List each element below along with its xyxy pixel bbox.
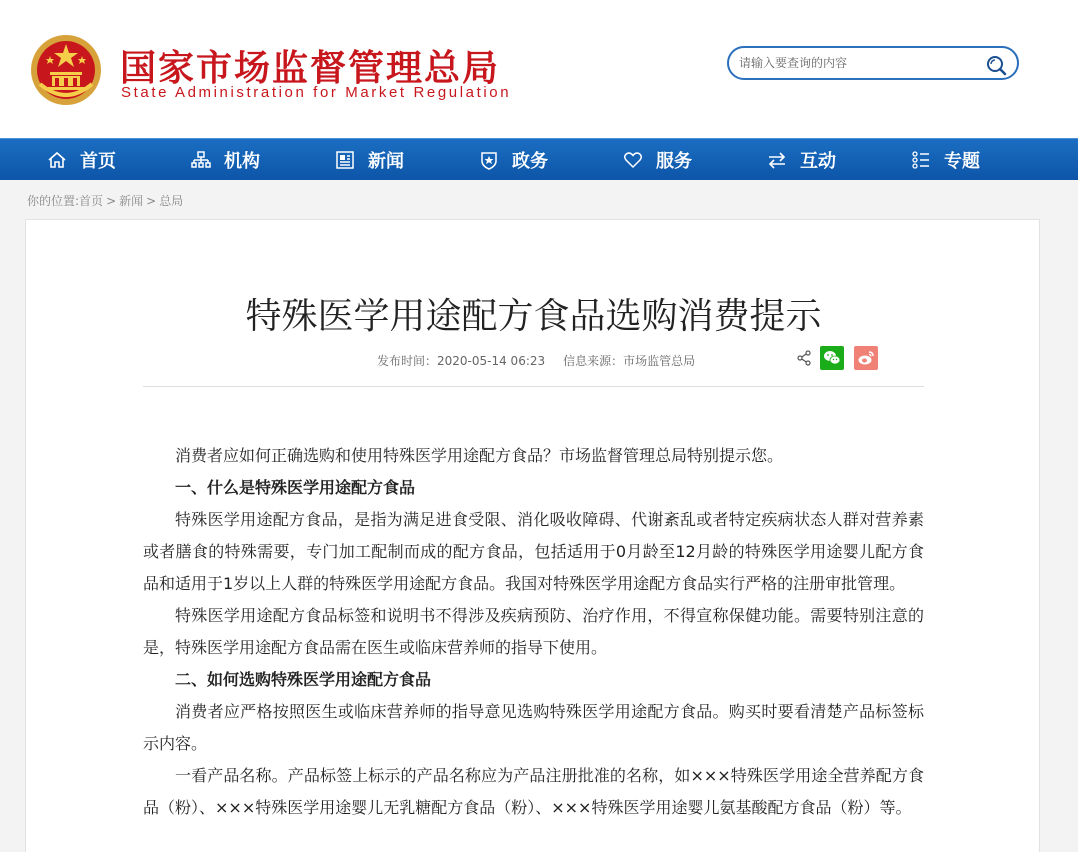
heart-icon: [622, 149, 644, 171]
info-source: 信息来源：市场监管总局: [563, 354, 696, 368]
weibo-share-button[interactable]: [854, 346, 878, 370]
nav-item-news[interactable]: [334, 139, 404, 181]
weibo-icon: [857, 350, 875, 366]
nav-item-interaction[interactable]: [766, 139, 836, 181]
breadcrumb: [27, 192, 183, 209]
article-paragraph: 消费者应严格按照医生或临床营养师的指导意见选购特殊医学用途配方食品。购买时要看清楚产品标签标示内容。: [143, 702, 924, 753]
exchange-icon: [766, 149, 788, 171]
wechat-share-button[interactable]: [820, 346, 844, 370]
nav-label: 机构: [224, 151, 260, 172]
article-container: [25, 219, 1040, 852]
publish-time: 发布时间：2020-05-14 06:23: [377, 354, 546, 368]
article-section-heading: 二、如何选购特殊医学用途配方食品: [175, 670, 432, 689]
national-emblem-logo[interactable]: [30, 34, 102, 106]
nav-item-government-affairs[interactable]: [478, 139, 548, 181]
article-section-heading: 一、什么是特殊医学用途配方食品: [175, 478, 416, 497]
breadcrumb-home-link[interactable]: 首页: [79, 194, 104, 208]
nav-label: 服务: [656, 151, 692, 172]
site-header: [0, 0, 1078, 138]
shield-icon: [478, 149, 500, 171]
list-icon: [910, 149, 932, 171]
nav-label: 首页: [80, 151, 116, 172]
nav-label: 政务: [512, 151, 548, 172]
article-title: 特殊医学用途配方食品选购消费提示: [245, 296, 822, 337]
org-chart-icon: [190, 149, 212, 171]
breadcrumb-prefix: 你的位置:: [27, 194, 80, 208]
main-nav: [0, 138, 1078, 180]
breadcrumb-headquarters-link[interactable]: 总局: [159, 194, 184, 208]
breadcrumb-separator: >: [106, 194, 117, 208]
site-title-en[interactable]: State Administration for Market Regulation: [121, 84, 512, 101]
search-box: [727, 46, 1019, 80]
article-paragraph: 特殊医学用途配方食品标签和说明书不得涉及疾病预防、治疗作用，不得宣称保健功能。需要特别注意的是，特殊医学用途配方食品需在医生或临床营养师的指导下使用。: [143, 606, 924, 657]
title-divider: [143, 386, 924, 387]
nav-item-services[interactable]: [622, 139, 692, 181]
nav-label: 专题: [944, 151, 980, 172]
wechat-icon: [823, 350, 841, 366]
article-paragraph: 消费者应如何正确选购和使用特殊医学用途配方食品？市场监督管理总局特别提示您。: [175, 446, 784, 465]
home-icon: [46, 149, 68, 171]
breadcrumb-separator: >: [146, 194, 157, 208]
nav-item-home[interactable]: [46, 139, 116, 181]
site-title-cn[interactable]: 国家市场监督管理总局: [120, 47, 501, 89]
breadcrumb-news-link[interactable]: 新闻: [119, 194, 144, 208]
article-paragraph: 一看产品名称。产品标签上标示的产品名称应为产品注册批准的名称，如×××特殊医学用途全营养配方食品（粉）、×××特殊医学用途婴儿无乳糖配方食品（粉）、×××特殊医学用途婴儿氨基酸配方食品（粉）等。: [143, 766, 924, 817]
nav-label: 互动: [800, 151, 836, 172]
article-body: [143, 440, 924, 824]
article-paragraph: 特殊医学用途配方食品，是指为满足进食受限、消化吸收障碍、代谢紊乱或者特定疾病状态人群对营养素或者膳食的特殊需要，专门加工配制而成的配方食品，包括适用于0月龄至12月龄的特殊医学用途婴儿配方食品和适用于1岁以上人群的特殊医学用途配方食品。我国对特殊医学用途配方食品实行严格的注册审批管理。: [143, 510, 924, 593]
article-meta: [377, 352, 695, 369]
nav-item-organization[interactable]: [190, 139, 260, 181]
nav-label: 新闻: [368, 151, 404, 172]
share-icon[interactable]: [796, 350, 812, 366]
nav-item-topics[interactable]: [910, 139, 980, 181]
search-input[interactable]: [739, 54, 979, 72]
news-icon: [334, 149, 356, 171]
search-icon[interactable]: [985, 54, 1007, 76]
share-bar: [796, 346, 878, 370]
